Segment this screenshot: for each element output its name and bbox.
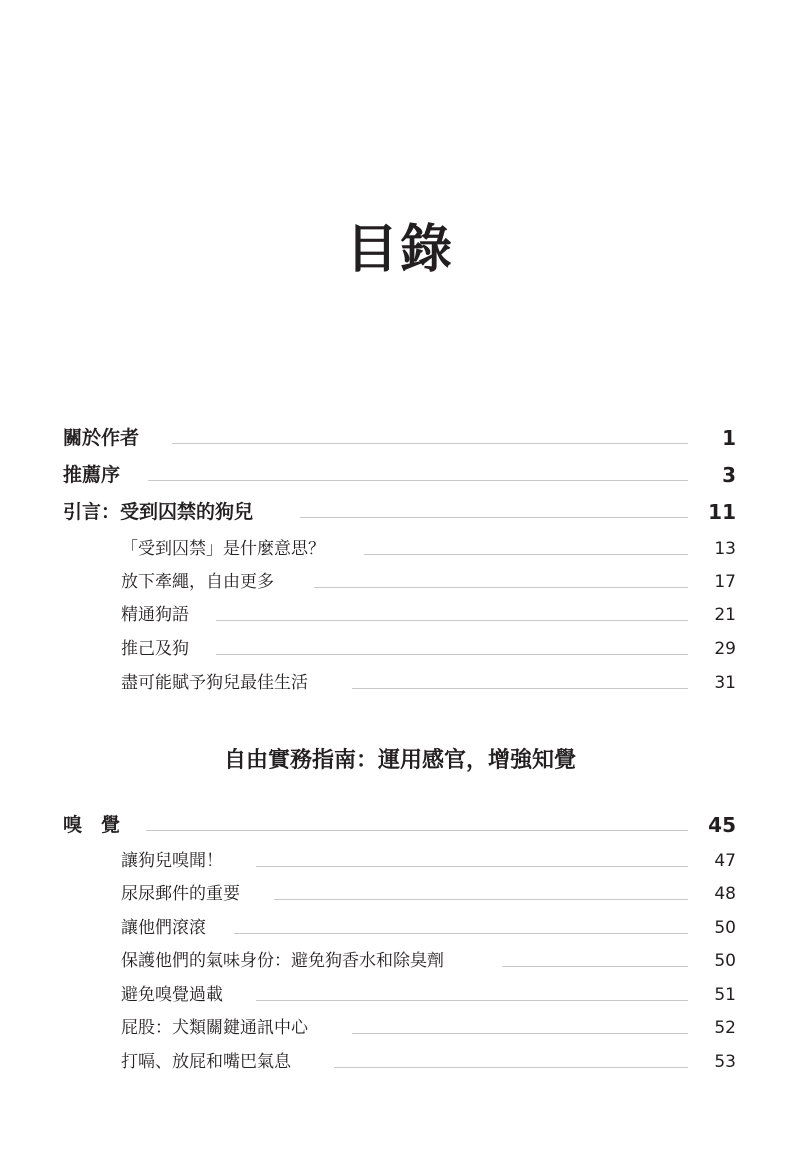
toc-subentry[interactable] bbox=[0, 1047, 800, 1077]
dot-leader bbox=[364, 554, 688, 555]
toc-subentry-label: 尿尿郵件的重要 bbox=[121, 879, 244, 909]
toc-entry-page-number: 45 bbox=[708, 813, 736, 837]
toc-entry-about-author[interactable] bbox=[0, 423, 800, 453]
toc-subentry-label: 讓狗兒嗅聞！ bbox=[121, 846, 227, 876]
dot-leader bbox=[216, 620, 688, 621]
toc-subentry-label: 「受到囚禁」是什麼意思？ bbox=[121, 534, 329, 564]
toc-subentry[interactable] bbox=[0, 1013, 800, 1043]
toc-subentry-page-number: 47 bbox=[714, 851, 736, 871]
toc-subentry-label: 保護他們的氣味身份：避免狗香水和除臭劑 bbox=[121, 946, 448, 976]
toc-entry-page-number: 3 bbox=[722, 463, 736, 487]
toc-subentry[interactable] bbox=[0, 879, 800, 909]
toc-subentry-label: 避免嗅覺過載 bbox=[121, 980, 227, 1010]
toc-subentry-label: 打嗝、放屁和嘴巴氣息 bbox=[121, 1047, 295, 1077]
toc-subentry-page-number: 29 bbox=[714, 639, 736, 659]
section-heading: 自由實務指南：運用感官，增強知覺 bbox=[223, 748, 576, 773]
toc-subentry-page-number: 31 bbox=[714, 673, 736, 693]
toc-subentry-label: 屁股：犬類關鍵通訊中心 bbox=[121, 1013, 312, 1043]
toc-subentry-page-number: 17 bbox=[714, 572, 736, 592]
toc-subentry[interactable] bbox=[0, 567, 800, 597]
toc-subentry[interactable] bbox=[0, 980, 800, 1010]
toc-subentry-label: 放下牽繩，自由更多 bbox=[121, 567, 278, 597]
toc-subentry-page-number: 21 bbox=[714, 605, 736, 625]
toc-subentry-page-number: 51 bbox=[714, 985, 736, 1005]
toc-subentry[interactable] bbox=[0, 846, 800, 876]
toc-subentry-label: 精通狗語 bbox=[121, 600, 193, 630]
toc-subentry[interactable] bbox=[0, 913, 800, 943]
toc-subentry[interactable] bbox=[0, 600, 800, 630]
toc-subentry-label: 推己及狗 bbox=[121, 634, 193, 664]
dot-leader bbox=[334, 1067, 688, 1068]
toc-entry-introduction[interactable] bbox=[0, 497, 800, 527]
dot-leader bbox=[234, 933, 688, 934]
toc-subentry-page-number: 52 bbox=[714, 1018, 736, 1038]
dot-leader bbox=[502, 966, 688, 967]
dot-leader bbox=[172, 443, 688, 444]
dot-leader bbox=[314, 587, 688, 588]
dot-leader bbox=[274, 899, 688, 900]
toc-subentry-page-number: 48 bbox=[714, 884, 736, 904]
toc-entry-label: 推薦序 bbox=[63, 460, 124, 490]
dot-leader bbox=[216, 654, 688, 655]
toc-entry-page-number: 1 bbox=[722, 426, 736, 450]
dot-leader bbox=[352, 688, 688, 689]
dot-leader bbox=[256, 866, 688, 867]
toc-subentry-page-number: 50 bbox=[714, 951, 736, 971]
toc-entry-label: 嗅 覺 bbox=[63, 810, 124, 840]
toc-subentry-label: 盡可能賦予狗兒最佳生活 bbox=[121, 668, 312, 698]
toc-subentry[interactable] bbox=[0, 668, 800, 698]
page-title: 目錄 bbox=[345, 219, 454, 280]
toc-subentry[interactable] bbox=[0, 634, 800, 664]
dot-leader bbox=[148, 480, 688, 481]
toc-subentry-page-number: 53 bbox=[714, 1052, 736, 1072]
dot-leader bbox=[300, 517, 688, 518]
toc-entry-label: 關於作者 bbox=[63, 423, 143, 453]
toc-subentry-page-number: 50 bbox=[714, 918, 736, 938]
toc-entry-label: 引言：受到囚禁的狗兒 bbox=[63, 497, 257, 527]
toc-subentry-page-number: 13 bbox=[714, 539, 736, 559]
toc-entry-smell[interactable] bbox=[0, 810, 800, 840]
dot-leader bbox=[146, 830, 688, 831]
dot-leader bbox=[352, 1033, 688, 1034]
toc-entry-foreword[interactable] bbox=[0, 460, 800, 490]
toc-entry-page-number: 11 bbox=[708, 500, 736, 524]
toc-subentry[interactable] bbox=[0, 534, 800, 564]
toc-subentry[interactable] bbox=[0, 946, 800, 976]
toc-subentry-label: 讓他們滾滾 bbox=[121, 913, 210, 943]
dot-leader bbox=[256, 1000, 688, 1001]
